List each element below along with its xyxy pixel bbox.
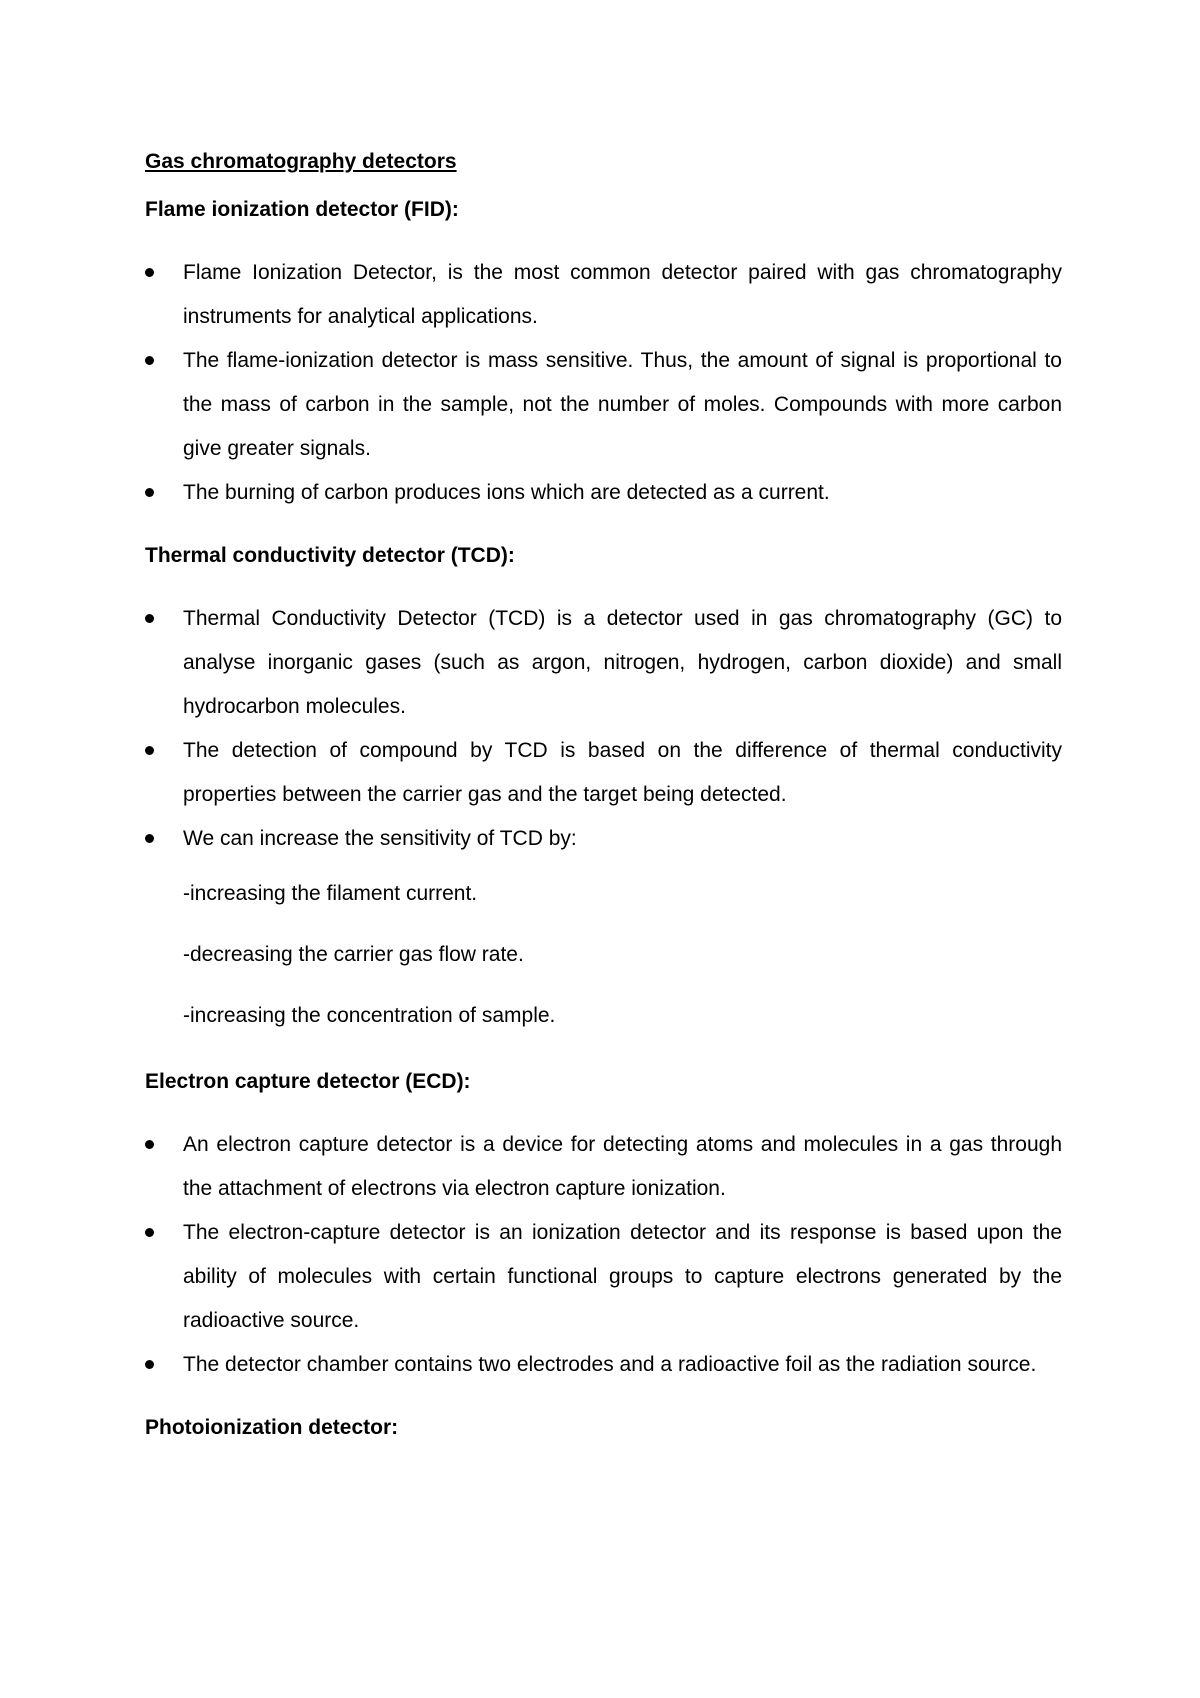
list-item: The detection of compound by TCD is based on the difference of thermal conductivity properties between the carrier gas and the target being detected. [145, 729, 1062, 817]
section-heading-ecd: Electron capture detector (ECD): [145, 1070, 471, 1093]
section-heading-tcd: Thermal conductivity detector (TCD): [145, 544, 515, 567]
section-heading-fid: Flame ionization detector (FID): [145, 198, 459, 221]
document-title: Gas chromatography detectors [145, 150, 457, 173]
tcd-sub-point: -increasing the filament current. [183, 882, 478, 905]
list-item: We can increase the sensitivity of TCD by: [145, 817, 1062, 861]
section-heading-pid: Photoionization detector: [145, 1416, 399, 1439]
list-item: The detector chamber contains two electrodes and a radioactive foil as the radiation source. [145, 1343, 1062, 1387]
list-item: An electron capture detector is a device for detecting atoms and molecules in a gas through the attachment of electrons via electron capture ionization. [145, 1123, 1062, 1211]
list-item: The electron-capture detector is an ionization detector and its response is based upon the ability of molecules with certain functional groups to capture electrons generated by the radioactive source. [145, 1211, 1062, 1343]
list-item: Flame Ionization Detector, is the most common detector paired with gas chromatography instruments for analytical applications. [145, 251, 1062, 339]
tcd-bullet-list [145, 597, 1062, 861]
list-item: Thermal Conductivity Detector (TCD) is a detector used in gas chromatography (GC) to analyse inorganic gases (such as argon, nitrogen, hydrogen, carbon dioxide) and small hydrocarbon molecules. [145, 597, 1062, 729]
ecd-bullet-list [145, 1123, 1062, 1387]
list-item: The flame-ionization detector is mass sensitive. Thus, the amount of signal is proportional to the mass of carbon in the sample, not the number of moles. Compounds with more carbon give greater signals. [145, 339, 1062, 471]
tcd-sub-point: -increasing the concentration of sample. [183, 1004, 556, 1027]
list-item: The burning of carbon produces ions which are detected as a current. [145, 471, 1062, 515]
fid-bullet-list [145, 251, 1062, 515]
tcd-sub-point: -decreasing the carrier gas flow rate. [183, 943, 524, 966]
